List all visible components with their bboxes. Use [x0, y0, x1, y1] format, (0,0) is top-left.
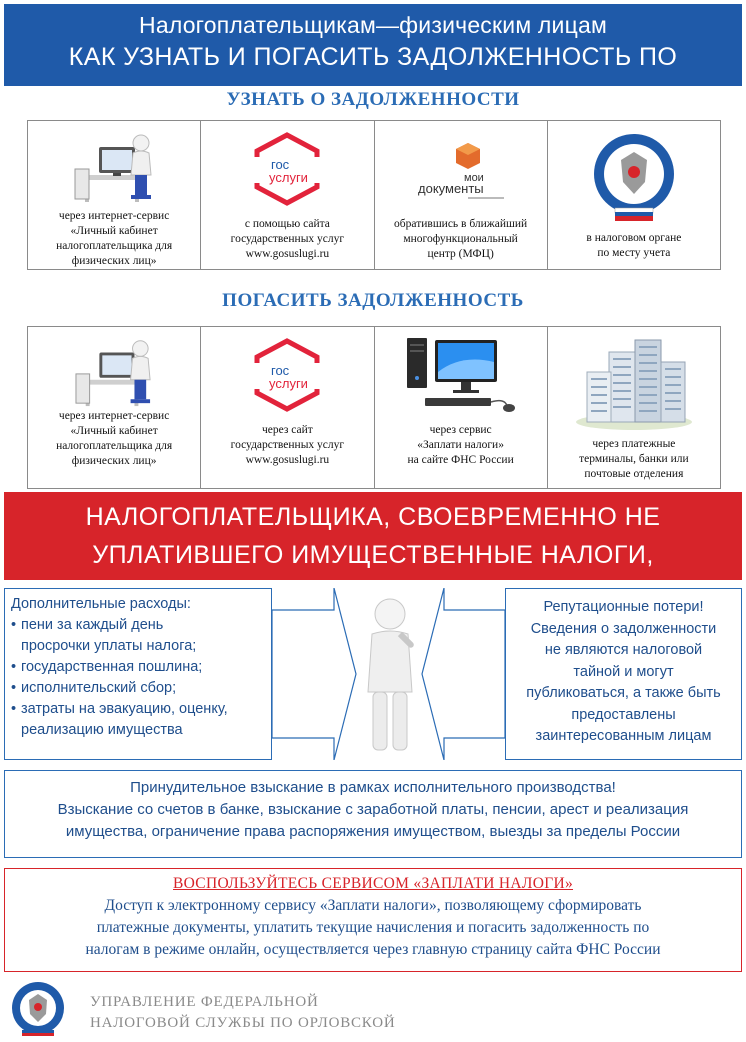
pay-grid: [27, 326, 721, 489]
arrow-right-icon: [422, 588, 505, 760]
reputation-line: тайной и могут: [573, 663, 674, 680]
pay-cell-banks: [548, 327, 720, 488]
header-banner: [4, 4, 742, 86]
reputation-line: предоставлены: [571, 706, 676, 723]
learn-caption-mfc: [388, 217, 533, 262]
caption-line: «Личный кабинет: [70, 425, 158, 437]
learn-section-title: УЗНАТЬ О ЗАДОЛЖЕННОСТИ: [226, 89, 520, 110]
caption-line: «Личный кабинет: [70, 225, 158, 237]
caption-line: обратившись в ближайший: [394, 218, 528, 230]
additional-costs-box: [4, 588, 272, 760]
learn-grid: [27, 120, 721, 270]
caption-line: почтовые отделения: [584, 468, 684, 480]
desktop-computer-icon: [375, 327, 547, 423]
caption-line: с помощью сайта: [244, 218, 330, 230]
moi-dokumenty-logo: [375, 121, 547, 217]
pay-section-title: ПОГАСИТЬ ЗАДОЛЖЕННОСТЬ: [222, 290, 524, 311]
gosuslugi-logo: [201, 327, 373, 423]
enforcement-line: Взыскание со счетов в банке, взыскание с заработной платы, пенсии, арест и реализация: [57, 801, 689, 818]
list-item: • затраты на эвакуацию, оценку,: [11, 699, 265, 720]
header-subtitle: Налогоплательщикам—физическим лицам: [139, 12, 607, 38]
service-box: [4, 868, 742, 972]
bank-buildings-icon: [548, 327, 720, 437]
warning-banner: [4, 492, 742, 580]
caption-line: www.gosuslugi.ru: [245, 454, 330, 466]
reputation-line: заинтересованным лицам: [535, 728, 712, 744]
caption-line: терминалы, банки или: [579, 453, 689, 465]
arrow-left-icon: [272, 588, 356, 760]
person-computer-icon: [28, 121, 200, 209]
service-line: Доступ к электронному сервису «Заплати налоги», позволяющему сформировать: [104, 897, 642, 914]
learn-caption-cabinet: [50, 209, 178, 269]
pay-caption-cabinet: [50, 409, 178, 469]
gosuslugi-logo-text-gos: гос: [271, 363, 290, 378]
service-line: налогам в режиме онлайн, осуществляется через главную страницу сайта ФНС России: [85, 941, 661, 958]
reputation-line: Репутационные потери!: [543, 599, 704, 615]
footer-line: НАЛОГОВОЙ СЛУЖБЫ ПО ОРЛОВСКОЙ: [90, 1015, 396, 1031]
consequences-illustration: [272, 588, 506, 760]
enforcement-line: Принудительное взыскание в рамках исполнительного производства!: [130, 779, 616, 796]
thinking-person-icon: [368, 599, 412, 750]
learn-cell-tax-office: [548, 121, 720, 269]
pay-cell-gosuslugi: [201, 327, 374, 488]
learn-caption-tax-office: [580, 231, 687, 261]
fns-footer-emblem: [8, 980, 72, 1038]
caption-line: налогоплательщика для: [56, 240, 173, 252]
list-item: • пени за каждый день: [11, 615, 265, 636]
caption-line: через интернет-сервис: [58, 210, 170, 222]
caption-line: «Заплати налоги»: [417, 439, 504, 451]
caption-line: физических лиц»: [71, 255, 157, 267]
learn-cell-gosuslugi: [201, 121, 374, 269]
footer-organization: [90, 992, 396, 1034]
caption-line: через сервис: [429, 424, 492, 436]
learn-caption-gosuslugi: [225, 217, 350, 262]
list-item: • исполнительский сбор;: [11, 678, 265, 699]
pay-caption-gosuslugi: [225, 423, 350, 468]
caption-line: через сайт: [261, 424, 313, 436]
dokumenty-logo-text: документы: [417, 181, 484, 196]
list-item: реализацию имущества: [21, 722, 183, 738]
gosuslugi-logo-text-uslugi: услуги: [269, 170, 309, 185]
pay-caption-zaplati: [402, 423, 520, 468]
additional-costs-title: Дополнительные расходы:: [11, 596, 191, 612]
moi-logo-text: мои: [463, 172, 484, 184]
person-computer-icon: [28, 331, 200, 409]
reputation-line: публиковаться, а также быть: [526, 685, 721, 701]
gosuslugi-logo-text-uslugi: услуги: [269, 376, 309, 391]
reputation-line: не являются налоговой: [544, 642, 703, 658]
service-line: платежные документы, уплатить текущие начисления и погасить задолженность по: [96, 919, 650, 936]
gosuslugi-logo-text-gos: гос: [271, 157, 290, 172]
caption-line: по месту учета: [597, 247, 671, 259]
additional-costs-list: [11, 615, 265, 741]
caption-line: через интернет-сервис: [58, 410, 170, 422]
warning-banner-line2: УПЛАТИВШЕГО ИМУЩЕСТВЕННЫЕ НАЛОГИ,: [92, 541, 654, 569]
caption-line: центр (МФЦ): [427, 248, 494, 260]
gosuslugi-logo: [201, 121, 373, 217]
caption-line: www.gosuslugi.ru: [245, 248, 330, 260]
fns-emblem: [548, 121, 720, 231]
caption-line: в налоговом органе: [586, 232, 682, 244]
caption-line: государственных услуг: [230, 439, 345, 451]
service-title: ВОСПОЛЬЗУЙТЕСЬ СЕРВИСОМ «ЗАПЛАТИ НАЛОГИ»: [172, 875, 574, 892]
enforcement-line: имущества, ограничение права распоряжения имуществом, выезды за пределы России: [65, 823, 681, 840]
reputation-box: [505, 588, 742, 760]
footer-line: УПРАВЛЕНИЕ ФЕДЕРАЛЬНОЙ: [90, 994, 319, 1010]
enforcement-box: [4, 770, 742, 858]
caption-line: на сайте ФНС России: [407, 454, 514, 466]
reputation-line: Сведения о задолженности: [530, 620, 717, 637]
learn-cell-mfc: [375, 121, 548, 269]
caption-line: физических лиц»: [71, 455, 157, 467]
header-title: КАК УЗНАТЬ И ПОГАСИТЬ ЗАДОЛЖЕННОСТЬ ПО: [68, 43, 678, 71]
warning-banner-line1: НАЛОГОПЛАТЕЛЬЩИКА, СВОЕВРЕМЕННО НЕ: [85, 503, 661, 531]
pay-caption-banks: [573, 437, 695, 482]
caption-line: через платежные: [592, 438, 676, 450]
pay-cell-zaplati: [375, 327, 548, 488]
caption-line: государственных услуг: [230, 233, 345, 245]
learn-cell-cabinet: [28, 121, 201, 269]
list-item: просрочки уплаты налога;: [21, 638, 197, 654]
list-item: • государственная пошлина;: [11, 657, 265, 678]
caption-line: многофункциональный: [403, 233, 518, 245]
pay-cell-cabinet: [28, 327, 201, 488]
caption-line: налогоплательщика для: [56, 440, 173, 452]
